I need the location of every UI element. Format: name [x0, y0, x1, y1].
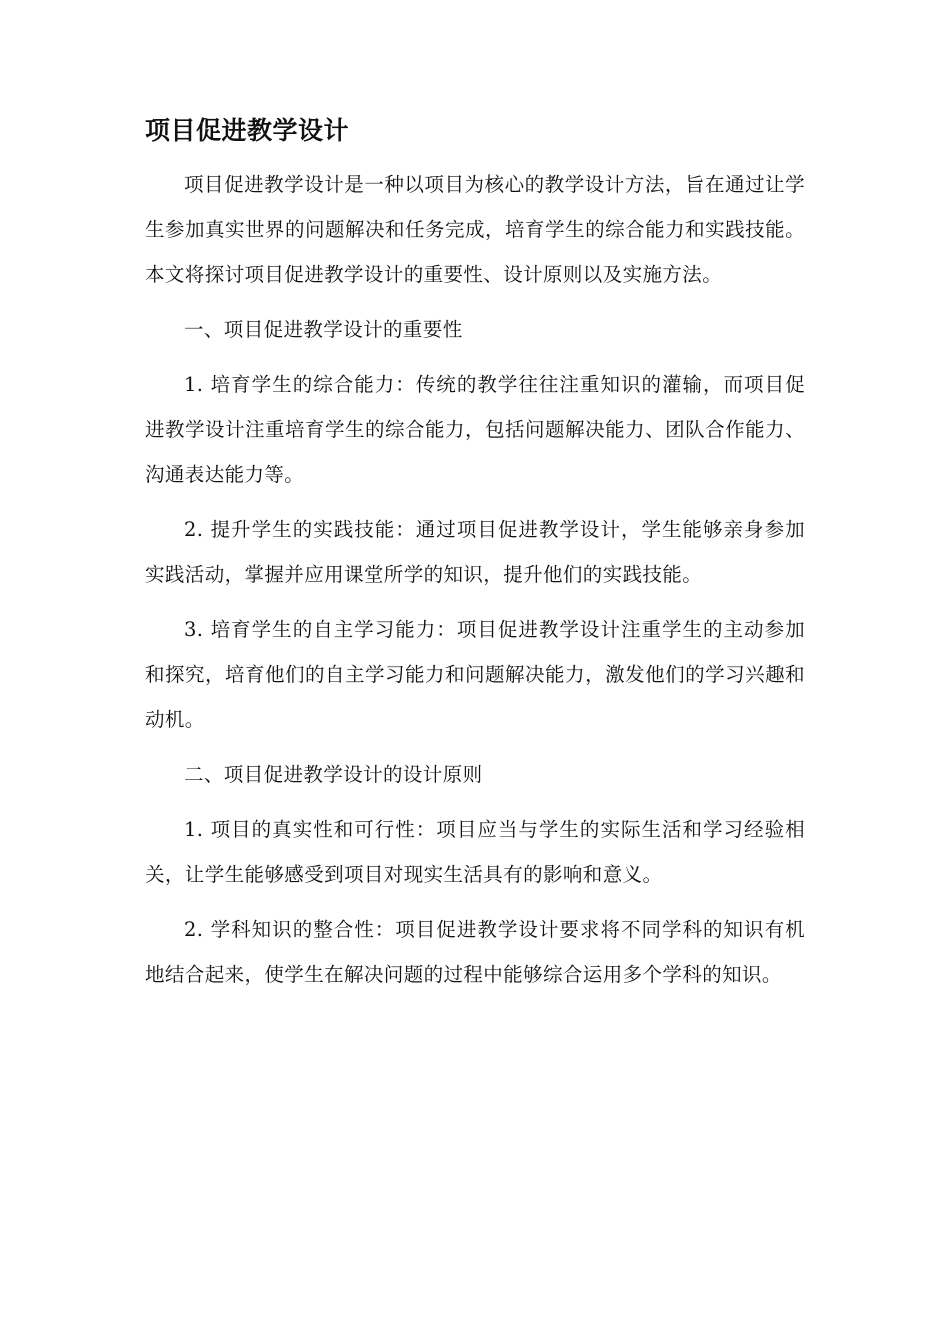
- importance-item-3: 3. 培育学生的自主学习能力：项目促进教学设计注重学生的主动参加和探究，培育他们的自主学习能力和问题解决能力，激发他们的学习兴趣和动机。: [145, 618, 805, 731]
- document-body: [145, 112, 805, 1007]
- section-heading-principles: 二、项目促进教学设计的设计原则: [184, 763, 483, 786]
- document-title: 项目促进教学设计: [145, 116, 350, 145]
- intro-paragraph: 项目促进教学设计是一种以项目为核心的教学设计方法，旨在通过让学生参加真实世界的问题解决和任务完成，培育学生的综合能力和实践技能。本文将探讨项目促进教学设计的重要性、设计原则以及实施方法。: [145, 173, 805, 286]
- principle-item-2: 2. 学科知识的整合性：项目促进教学设计要求将不同学科的知识有机地结合起来，使学生在解决问题的过程中能够综合运用多个学科的知识。: [145, 918, 805, 986]
- importance-item-2: 2. 提升学生的实践技能：通过项目促进教学设计，学生能够亲身参加实践活动，掌握并应用课堂所学的知识，提升他们的实践技能。: [145, 518, 805, 586]
- section-heading-importance: 一、项目促进教学设计的重要性: [184, 318, 463, 341]
- importance-item-1: 1. 培育学生的综合能力：传统的教学往往注重知识的灌输，而项目促进教学设计注重培育学生的综合能力，包括问题解决能力、团队合作能力、沟通表达能力等。: [145, 373, 805, 486]
- principle-item-1: 1. 项目的真实性和可行性：项目应当与学生的实际生活和学习经验相关，让学生能够感受到项目对现实生活具有的影响和意义。: [145, 818, 805, 886]
